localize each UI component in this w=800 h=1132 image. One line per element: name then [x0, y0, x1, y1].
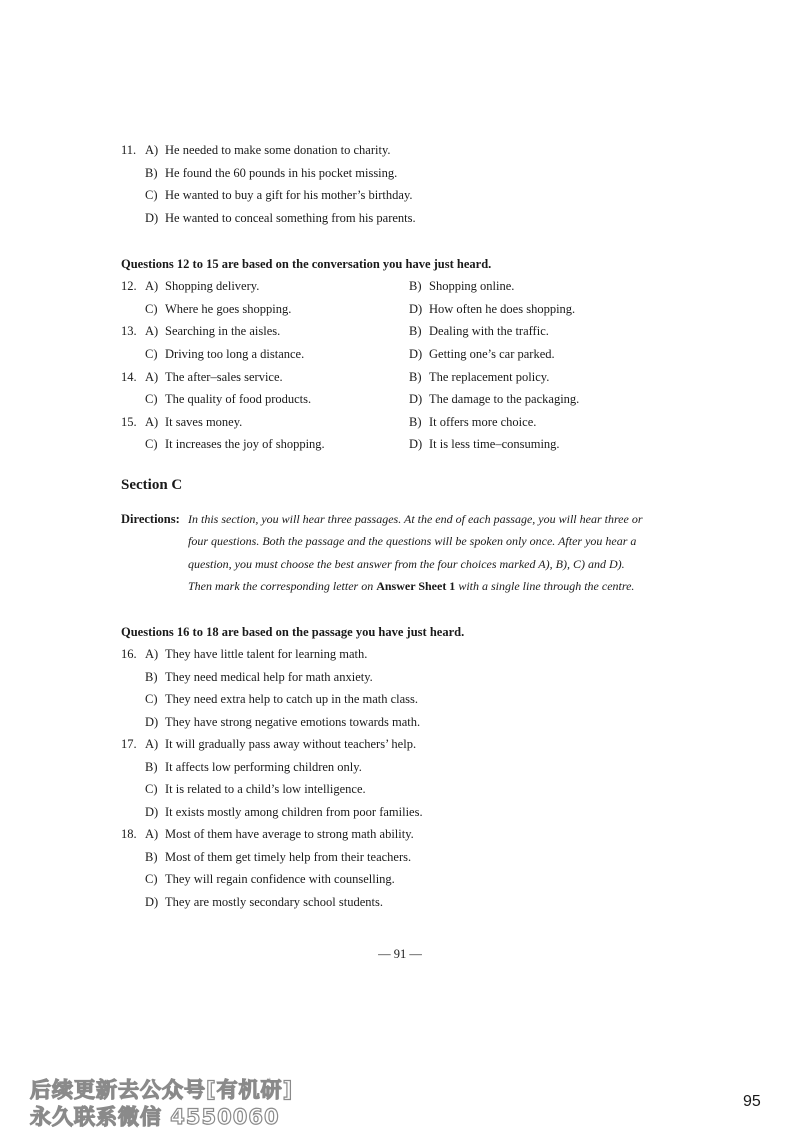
group-heading-16-18: Questions 16 to 18 are based on the passage you have just heard. — [121, 625, 465, 639]
option-a: A) He needed to make some donation to charity. — [145, 143, 391, 157]
question-number: 12. — [121, 279, 137, 293]
option-c: C) Driving too long a distance. — [145, 347, 305, 361]
option-c: C) They need extra help to catch up in the math class. — [145, 692, 419, 706]
option-d: D) They are mostly secondary school students. — [145, 895, 384, 909]
option-b: B) Shopping online. — [409, 279, 515, 293]
directions-line-4: Then mark the corresponding letter on Answer Sheet 1 with a single line through the centre. — [188, 579, 635, 593]
option-c: C) Where he goes shopping. — [145, 302, 292, 316]
question-number: 17. — [121, 737, 137, 751]
option-a: A) It saves money. — [145, 415, 243, 429]
watermark-line-2: 永久联系微信 4550060 — [30, 1105, 280, 1129]
option-a: A) Most of them have average to strong math ability. — [145, 827, 414, 841]
group-heading-12-15: Questions 12 to 15 are based on the conversation you have just heard. — [121, 257, 492, 271]
option-c: C) The quality of food products. — [145, 392, 312, 406]
option-c: C) They will regain confidence with counselling. — [145, 872, 395, 886]
watermark-line-1: 后续更新去公众号[有机研] — [30, 1078, 294, 1102]
question-number: 18. — [121, 827, 137, 841]
option-b: B) The replacement policy. — [409, 370, 550, 384]
option-b: B) It affects low performing children only. — [145, 760, 362, 774]
option-d: D) He wanted to conceal something from his parents. — [145, 211, 416, 225]
question-number: 15. — [121, 415, 137, 429]
option-a: A) They have little talent for learning math. — [145, 647, 368, 661]
option-c: C) It increases the joy of shopping. — [145, 437, 325, 451]
question-number: 13. — [121, 324, 137, 338]
option-b: B) It offers more choice. — [409, 415, 537, 429]
option-a: A) The after–sales service. — [145, 370, 283, 384]
question-number: 11. — [121, 143, 137, 157]
option-d: D) It exists mostly among children from poor families. — [145, 805, 423, 819]
option-d: D) The damage to the packaging. — [409, 392, 580, 406]
directions-line-1: In this section, you will hear three passages. At the end of each passage, you will hear three or — [188, 512, 643, 526]
option-b: B) He found the 60 pounds in his pocket missing. — [145, 166, 398, 180]
option-c: C) It is related to a child’s low intelligence. — [145, 782, 366, 796]
answer-sheet-ref: Answer Sheet 1 — [376, 579, 456, 593]
option-b: B) They need medical help for math anxiety. — [145, 670, 373, 684]
option-d: D) How often he does shopping. — [409, 302, 576, 316]
option-a: A) It will gradually pass away without teachers’ help. — [145, 737, 417, 751]
directions-label: Directions: — [121, 512, 180, 526]
option-c: C) He wanted to buy a gift for his mother’s birthday. — [145, 188, 413, 202]
option-a: A) Shopping delivery. — [145, 279, 260, 293]
option-d: D) Getting one’s car parked. — [409, 347, 555, 361]
directions-line-2: four questions. Both the passage and the questions will be spoken only once. After you hear a — [188, 534, 637, 548]
question-number: 16. — [121, 647, 137, 661]
question-number: 14. — [121, 370, 137, 384]
option-d: D) It is less time–consuming. — [409, 437, 560, 451]
option-b: B) Most of them get timely help from their teachers. — [145, 850, 412, 864]
page-number: 95 — [743, 1093, 761, 1110]
option-d: D) They have strong negative emotions towards math. — [145, 715, 421, 729]
section-title: Section C — [121, 477, 183, 493]
page-footer-number: — 91 — — [378, 947, 422, 961]
option-a: A) Searching in the aisles. — [145, 324, 281, 338]
option-b: B) Dealing with the traffic. — [409, 324, 549, 338]
directions-line-3: question, you must choose the best answer from the four choices marked A), B), C) and D). — [188, 557, 625, 571]
